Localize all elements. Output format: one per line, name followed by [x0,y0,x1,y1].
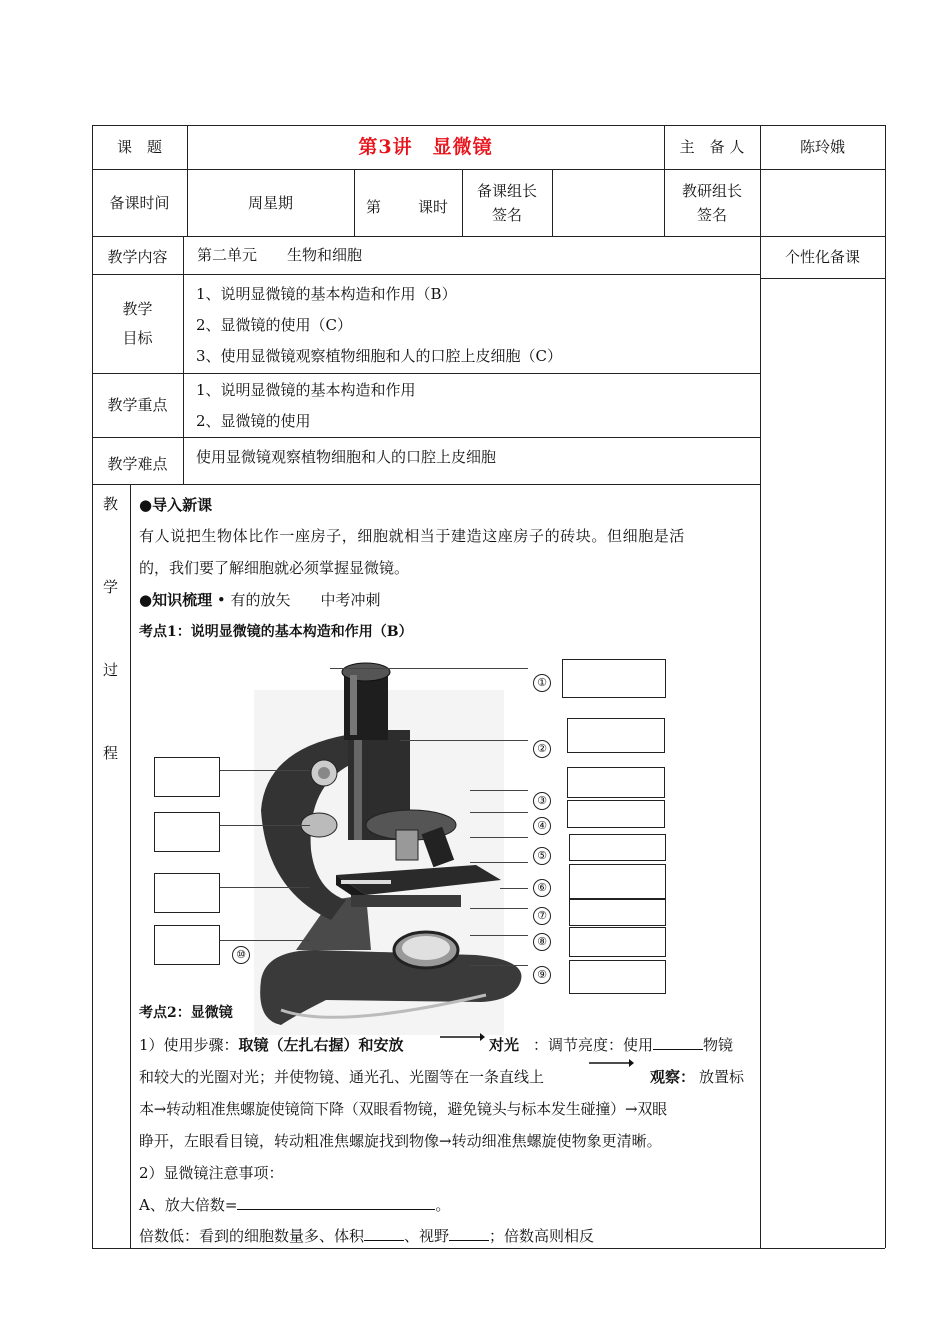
leader-line [470,908,528,909]
process-label-4: 程 [103,744,119,762]
steps-prefix: 1）使用步骤： [139,1036,239,1054]
goal-item: 2、显微镜的使用（C） [196,316,353,334]
intro-heading: ●导入新课 [139,496,213,514]
goal-item: 3、使用显微镜观察植物细胞和人的口腔上皮细胞（C） [196,347,563,365]
steps-line-1 [139,1034,404,1055]
group-leader-line2: 签名 [491,205,522,224]
low-power-text-2: 、视野 [404,1227,450,1245]
notes-heading: 2）显微镜注意事项： [139,1164,284,1182]
research-leader-label [664,169,760,236]
arrow-icon [440,1032,485,1042]
label-number-7: ⑦ [533,907,551,925]
blank-field[interactable] [449,1226,489,1241]
week-field: 周星期 [247,193,293,212]
leader-line [470,862,528,863]
blank-objective[interactable] [653,1035,703,1050]
goal-item: 1、说明显微镜的基本构造和作用（B） [196,285,457,303]
steps-observe: 观察： [650,1068,696,1086]
steps-line-4: 睁开，左眼看目镜，转动粗准焦螺旋找到物像→转动细准焦螺旋使物象更清晰。 [139,1132,662,1150]
leader-line [220,887,310,888]
goals-label-line2: 目标 [122,328,153,347]
low-power-text-3: ；倍数高则相反 [489,1227,595,1245]
blank-volume[interactable] [364,1226,404,1241]
answer-box-3[interactable] [567,767,665,798]
personal-notes-label: 个性化备课 [784,248,860,266]
process-label-3: 过 [103,661,119,679]
magnification-label: A、放大倍数= [139,1196,238,1214]
answer-box-left-3[interactable] [154,873,220,913]
point-2-heading: 考点2：显微镜 [139,1005,233,1021]
answer-box-1[interactable] [562,659,666,698]
answer-box-7[interactable] [569,899,666,926]
process-label-2: 学 [103,578,119,596]
point-1-heading: 考点1：说明显微镜的基本构造和作用（B） [139,624,413,640]
process-label-1: 教 [103,495,119,513]
intro-line-2: 的，我们要了解细胞就必须掌握显微镜。 [139,559,410,577]
content-value: 第二单元 生物和细胞 [197,246,363,264]
group-leader-line1: 备课组长 [476,181,537,200]
answer-box-9[interactable] [569,960,666,994]
arrow-icon [589,1058,634,1068]
label-number-9: ⑨ [533,966,551,984]
magnification-end: 。 [435,1196,451,1214]
label-number-4: ④ [533,817,551,835]
page-title: 第3讲 显微镜 [358,135,493,158]
answer-box-5[interactable] [569,834,666,861]
steps-brightness [533,1034,733,1055]
goals-label [92,274,183,373]
steps-line-2c: 放置标 [699,1068,745,1086]
steps-fetch: 取镜（左扎右握）和安放 [238,1036,404,1054]
key-point-item: 1、说明显微镜的基本构造和作用 [196,381,416,399]
goals-list [196,279,562,372]
preparer-name: 陈玲娥 [799,138,845,156]
key-points-list [196,375,416,437]
leader-line [220,825,310,826]
answer-box-2[interactable] [567,718,665,753]
leader-line [220,770,310,771]
steps-light: 对光 [489,1036,520,1054]
answer-box-left-4[interactable] [154,925,220,965]
period-prefix: 第 [366,198,382,216]
leader-line [220,940,310,941]
microscope-illustration [236,650,536,1040]
answer-box-6[interactable] [569,864,666,899]
content-label: 教学内容 [107,248,168,266]
topic-label: 课 题 [116,138,162,156]
leader-line [470,790,528,791]
label-number-6: ⑥ [533,879,551,897]
steps-line-3: 本→转动粗准焦螺旋使镜筒下降（双眼看物镜，避免镜头与标本发生碰撞）→双眼 [139,1100,667,1118]
prep-time-label: 备课时间 [109,193,170,212]
knowledge-heading-row [139,589,381,610]
knowledge-heading: ●知识梳理 [139,591,213,609]
research-leader-line1: 教研组长 [681,181,742,200]
research-leader-line2: 签名 [696,205,727,224]
label-number-10: ⑩ [232,946,250,964]
steps-brightness-text: ：调节亮度：使用 [533,1036,654,1054]
period-suffix: 课时 [418,198,449,216]
leader-line [470,812,528,813]
low-power-line [139,1225,594,1246]
leader-line [500,888,528,889]
label-number-8: ⑧ [533,933,551,951]
answer-box-4[interactable] [567,800,665,828]
group-leader-label [462,169,552,236]
key-points-label: 教学重点 [107,396,168,414]
goals-label-line1: 教学 [122,300,153,318]
leader-line [400,740,528,741]
leader-line [470,965,528,966]
answer-box-left-2[interactable] [154,812,220,852]
label-number-1: ① [533,674,551,692]
difficulty-label: 教学难点 [107,454,168,473]
knowledge-tail: • 有的放矢 中考冲刺 [216,591,381,609]
answer-box-left-1[interactable] [154,757,220,797]
leader-line [470,935,528,936]
label-number-5: ⑤ [533,847,551,865]
difficulty-value: 使用显微镜观察植物细胞和人的口腔上皮细胞 [196,448,497,466]
label-number-2: ② [533,740,551,758]
key-point-item: 2、显微镜的使用 [196,412,311,430]
low-power-text-1: 倍数低：看到的细胞数量多、体积 [139,1227,365,1245]
magnification-line [139,1194,450,1215]
leader-line [470,837,528,838]
leader-line [330,668,528,669]
steps-objective-word: 物镜 [703,1036,734,1054]
answer-box-8[interactable] [569,927,666,957]
steps-line-2a: 和较大的光圈对光；并使物镜、通光孔、光圈等在一条直线上 [139,1068,545,1086]
label-number-3: ③ [533,792,551,810]
intro-line-1: 有人说把生物体比作一座房子，细胞就相当于建造这座房子的砖块。但细胞是活 [139,527,686,545]
blank-magnification[interactable] [237,1195,435,1210]
preparer-label: 主 备 人 [679,138,745,156]
